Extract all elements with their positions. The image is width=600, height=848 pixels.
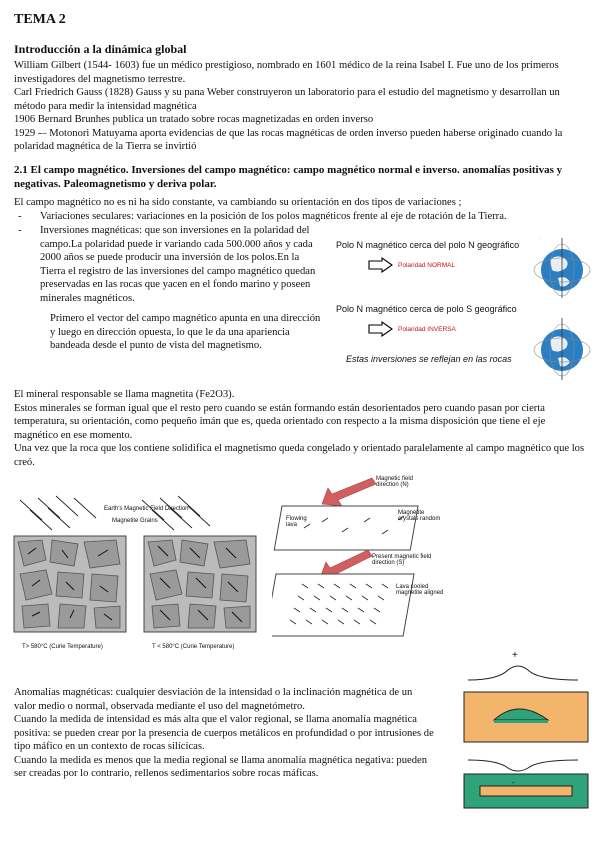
mineral-paragraph: Una vez que la roca que los contiene solidifica el magnetismo queda congelado y orientado paralelamente al campo magnético que los creó. bbox=[14, 443, 585, 468]
polarity-caption: Estas inversiones se reflejan en las rocas bbox=[346, 354, 512, 364]
lava-label: Flowing lava bbox=[286, 516, 307, 528]
polarity-figure bbox=[332, 232, 594, 384]
mineral-paragraph: El mineral responsable se llama magnetita (Fe2O3). bbox=[14, 389, 235, 400]
negative-sign: - bbox=[512, 778, 515, 787]
intro-paragraph: William Gilbert (1544- 1603) fue un médico prestigioso, nombrado en 1601 médico de la reina Isabel I. Fue uno de los primeros investigadores del magnetismo terrestre. bbox=[14, 60, 559, 85]
positive-sign: + bbox=[512, 650, 518, 661]
intro-paragraph: 1929 -– Motonori Matuyama aporta evidencias de que las rocas magnéticas de orden inverso pueden haberse originado cuando la polaridad magnética de la Tierra se invirtió bbox=[14, 127, 563, 152]
intro-paragraph: Carl Friedrich Gauss (1828) Gauss y su pana Weber construyeron un laboratorio para el estudio del magnetismo y desarrollan un método para medir la intensidad magnética bbox=[14, 87, 560, 112]
polarity-normal-desc: Polo N magnético cerca del polo N geográfico bbox=[336, 240, 520, 250]
anomaly-illustration bbox=[458, 658, 594, 810]
left-caption: T> 580°C (Curie Temperature) bbox=[22, 644, 103, 650]
globe-inverse-illustration bbox=[532, 316, 592, 382]
field-direction-label: Earth's Magnetic Field Direction bbox=[104, 506, 189, 512]
list-item bbox=[14, 224, 322, 305]
lava-layers-figure bbox=[272, 472, 452, 652]
arrow-icon bbox=[368, 321, 394, 337]
magnetite-grains-figure bbox=[12, 494, 262, 664]
page-title: TEMA 2 bbox=[14, 12, 66, 27]
section-heading: 2.1 El campo magnético. Inversiones del campo magnético: campo magnético normal e inverso. anomalías positivas y negativas. Paleomagnetismo y deriva polar. bbox=[14, 164, 563, 190]
present-field-label: Present magnetic field direction (S) bbox=[372, 554, 432, 566]
globe-normal-illustration bbox=[532, 234, 592, 300]
arrow-icon bbox=[368, 257, 394, 273]
anomaly-paragraph: Cuando la medida es menos que la media regional se llama anomalía magnética negativa: pueden ser creadas por lo contrario, rellenos sedimentarios sobre rocas máficas. bbox=[14, 754, 428, 779]
grains-label: Magnetite Grains bbox=[112, 518, 158, 524]
bullet-text: Variaciones seculares: variaciones en la posición de los polos magnéticos frente al eje de rotación de la Tierra. bbox=[40, 211, 507, 222]
right-caption: T < 580°C (Curie Temperature) bbox=[152, 644, 235, 650]
anomaly-paragraph: Cuando la medida de intensidad es más alta que el valor regional, se llama anomalía magnética positiva: se pueden crear por la presencia de cuerpos metálicos en profundidad o por intrusiones de tipo máfico en un contexto de rocas silícicas. bbox=[14, 714, 434, 752]
intro-paragraph: 1906 Bernard Brunhes publica un tratado sobre rocas magnetizadas en orden inverso bbox=[14, 114, 374, 125]
top-field-label: Magnetic field direction (N) bbox=[376, 476, 414, 488]
bullet-followup: Primero el vector del campo magnético apunta en una dirección y luego en dirección opuesta, lo que le da una apariencia bandeada desde el punto de vista del magnetismo. bbox=[50, 313, 321, 351]
list-item bbox=[14, 210, 590, 224]
polarity-inverse-desc: Polo N magnético cerca de polo S geográfico bbox=[336, 304, 517, 314]
intro-block bbox=[14, 59, 590, 154]
anomalies-block bbox=[14, 686, 434, 781]
mineral-paragraph: Estos minerales se forman igual que el resto pero cuando se están formando están desorientados pero cuando pasan por cierta temperatura, su orientación, como pequeño imán que es, queda orientado con respecto a la misma disposición que tiene el eje magnético en ese momento. bbox=[14, 402, 546, 441]
bullet-text: Inversiones magnéticas: que son inversiones en la polaridad del campo.La polaridad puede ir variando cada 500.000 años y cada 2000 años se puede producir una inversión de los polos.En la Tierra el registro de las inversiones del campo magnético quedan preservadas en las rocas que yacen en el fondo marino y poseen minerales magnéticos. bbox=[40, 225, 316, 304]
polarity-normal-label: Polaridad NORMAL bbox=[398, 262, 456, 269]
aligned-crystals-label: Lava cooled magnetite aligned bbox=[396, 584, 444, 596]
bullet-dash: - bbox=[18, 225, 22, 236]
section-lead: El campo magnético no es ni ha sido constante, va cambiando su orientación en dos tipos de variaciones ; bbox=[14, 197, 462, 208]
anomaly-paragraph: Anomalías magnéticas: cualquier desviación de la intensidad o la inclinación magnética de un valor medio o normal, observada mediante el uso del magnetómetro. bbox=[14, 687, 413, 712]
svg-text:·: · bbox=[540, 236, 542, 241]
polarity-inverse-label: Polaridad INVERSA bbox=[398, 326, 456, 333]
mineral-block bbox=[14, 388, 590, 469]
anomaly-figure bbox=[458, 650, 594, 810]
random-crystals-label: Magnetite crystals random bbox=[398, 510, 441, 522]
bullet-dash: - bbox=[18, 211, 22, 222]
page-subtitle: Introducción a la dinámica global bbox=[14, 42, 187, 56]
